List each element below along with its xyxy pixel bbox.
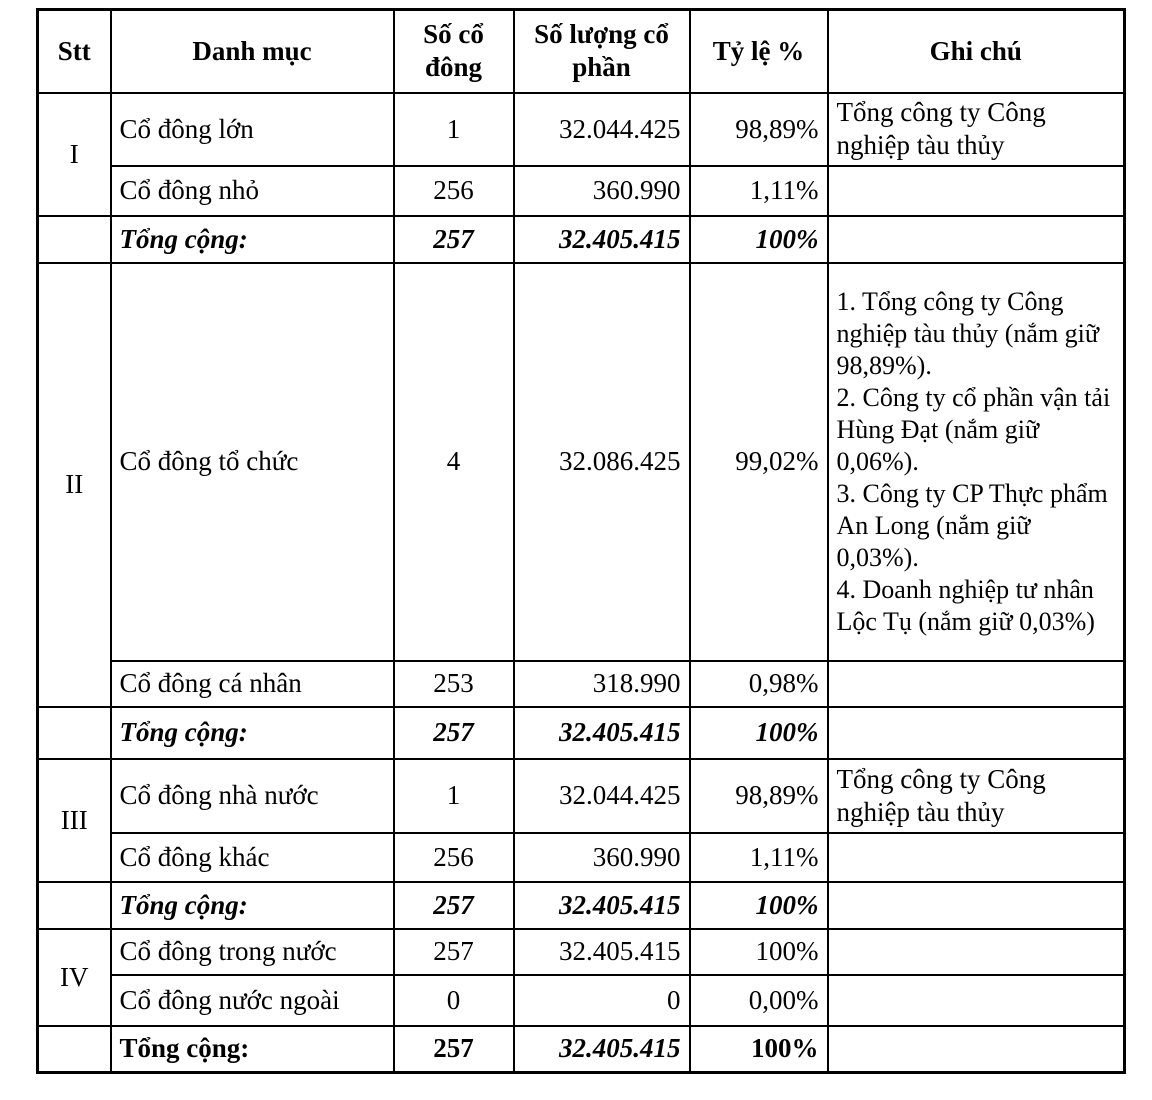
section-number-cell: III (38, 759, 111, 882)
share-count-cell: 32.086.425 (514, 263, 690, 661)
total-share-count-cell: 32.405.415 (514, 216, 690, 263)
share-count-cell: 318.990 (514, 661, 690, 707)
note-item: 4. Doanh nghiệp tư nhân Lộc Tụ (nắm giữ 0,03%) (836, 574, 1095, 636)
table-row (38, 759, 1125, 833)
category-cell: Cổ đông cá nhân (111, 661, 394, 707)
header-cell-category: Danh mục (111, 10, 394, 93)
total-share-count-cell: 32.405.415 (514, 707, 690, 759)
total-share-count-cell: 32.405.415 (514, 882, 690, 929)
category-cell: Cổ đông lớn (111, 93, 394, 166)
shareholder-count-cell: 256 (394, 166, 514, 216)
shareholder-count-cell: 257 (394, 929, 514, 975)
total-ratio-cell: 100% (690, 707, 828, 759)
note-cell (828, 216, 1125, 263)
shareholder-count-cell: 1 (394, 93, 514, 166)
category-cell: Cổ đông khác (111, 833, 394, 882)
ratio-cell: 99,02% (690, 263, 828, 661)
share-count-cell: 32.405.415 (514, 929, 690, 975)
shareholder-count-cell: 0 (394, 975, 514, 1026)
category-cell: Cổ đông trong nước (111, 929, 394, 975)
note-item: 3. Công ty CP Thực phẩm An Long (nắm giữ 0,03%). (836, 478, 1108, 572)
shareholder-count-cell: 256 (394, 833, 514, 882)
section-number-cell (38, 1026, 111, 1073)
ratio-cell: 100% (690, 929, 828, 975)
table-row (38, 661, 1125, 707)
header-cell-num-shares: Số lượng cổ phần (514, 10, 690, 93)
share-count-cell: 360.990 (514, 833, 690, 882)
total-ratio-cell: 100% (690, 1026, 828, 1073)
section-number-cell: II (38, 263, 111, 707)
note-item: 1. Tổng công ty Công nghiệp tàu thủy (nắm giữ 98,89%). (836, 286, 1099, 380)
table-header-row (38, 10, 1125, 93)
total-label-cell: Tổng cộng: (111, 882, 394, 929)
table-row (38, 166, 1125, 216)
category-cell: Cổ đông tổ chức (111, 263, 394, 661)
section-number-cell (38, 882, 111, 929)
total-shareholder-count-cell: 257 (394, 882, 514, 929)
table-row (38, 833, 1125, 882)
total-label-cell: Tổng cộng: (111, 1026, 394, 1073)
shareholder-count-cell: 4 (394, 263, 514, 661)
note-cell: Tổng công ty Công nghiệp tàu thủy (828, 759, 1125, 833)
header-cell-stt: Stt (38, 10, 111, 93)
share-count-cell: 0 (514, 975, 690, 1026)
category-cell: Cổ đông nước ngoài (111, 975, 394, 1026)
section-number-cell: IV (38, 929, 111, 1026)
total-ratio-cell: 100% (690, 882, 828, 929)
note-cell (828, 882, 1125, 929)
note-cell (828, 707, 1125, 759)
share-count-cell: 32.044.425 (514, 759, 690, 833)
total-share-count-cell: 32.405.415 (514, 1026, 690, 1073)
note-item: 2. Công ty cổ phần vận tải Hùng Đạt (nắm giữ 0,06%). (836, 382, 1111, 476)
total-label-cell: Tổng cộng: (111, 216, 394, 263)
total-row (38, 707, 1125, 759)
header-cell-num-shareholders: Số cổ đông (394, 10, 514, 93)
category-cell: Cổ đông nhỏ (111, 166, 394, 216)
note-cell (828, 833, 1125, 882)
ratio-cell: 98,89% (690, 759, 828, 833)
total-label-cell: Tổng cộng: (111, 707, 394, 759)
total-shareholder-count-cell: 257 (394, 1026, 514, 1073)
section-number-cell (38, 216, 111, 263)
note-cell (828, 263, 1125, 661)
ratio-cell: 1,11% (690, 166, 828, 216)
ratio-cell: 0,98% (690, 661, 828, 707)
share-count-cell: 360.990 (514, 166, 690, 216)
ratio-cell: 0,00% (690, 975, 828, 1026)
total-shareholder-count-cell: 257 (394, 707, 514, 759)
note-cell (828, 166, 1125, 216)
table-row (38, 929, 1125, 975)
table-row (38, 975, 1125, 1026)
shareholder-structure-table (36, 8, 1126, 1074)
shareholder-count-cell: 1 (394, 759, 514, 833)
note-cell (828, 1026, 1125, 1073)
total-row (38, 882, 1125, 929)
table-row (38, 263, 1125, 661)
note-cell (828, 929, 1125, 975)
share-count-cell: 32.044.425 (514, 93, 690, 166)
total-shareholder-count-cell: 257 (394, 216, 514, 263)
section-number-cell: I (38, 93, 111, 216)
header-cell-note: Ghi chú (828, 10, 1125, 93)
total-ratio-cell: 100% (690, 216, 828, 263)
table-row (38, 93, 1125, 166)
category-cell: Cổ đông nhà nước (111, 759, 394, 833)
note-cell (828, 661, 1125, 707)
shareholder-count-cell: 253 (394, 661, 514, 707)
ratio-cell: 1,11% (690, 833, 828, 882)
note-cell: Tổng công ty Công nghiệp tàu thủy (828, 93, 1125, 166)
total-row (38, 216, 1125, 263)
total-row (38, 1026, 1125, 1073)
header-cell-ratio: Tỷ lệ % (690, 10, 828, 93)
section-number-cell (38, 707, 111, 759)
ratio-cell: 98,89% (690, 93, 828, 166)
note-cell (828, 975, 1125, 1026)
